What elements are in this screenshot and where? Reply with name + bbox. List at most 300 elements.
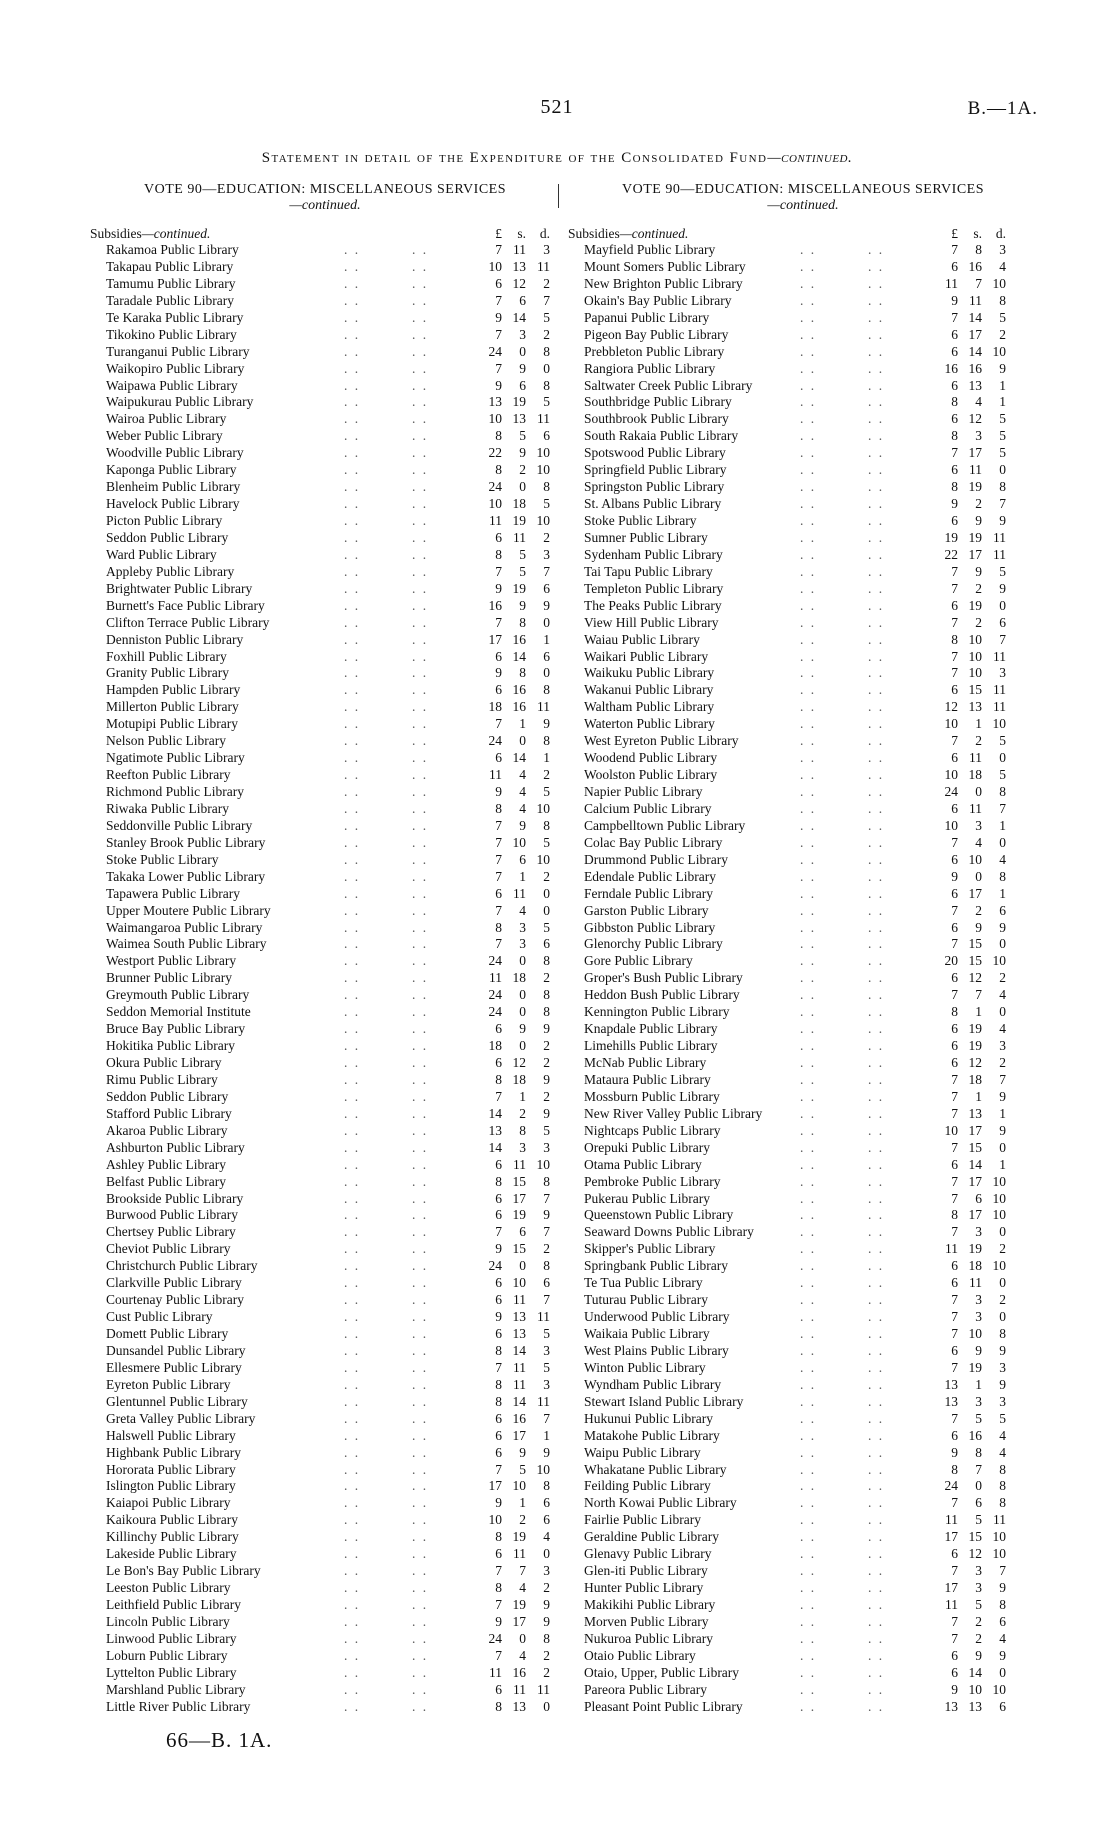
amount-pence: 0 xyxy=(999,1004,1006,1020)
library-name: North Kowai Public Library xyxy=(584,1495,737,1511)
amount-shillings: 12 xyxy=(968,970,982,986)
table-row xyxy=(90,1411,560,1428)
table-row xyxy=(568,615,1038,632)
amount-pence: 9 xyxy=(543,1613,550,1629)
amount-shillings: 0 xyxy=(975,1478,982,1494)
amount-pounds: 7 xyxy=(495,563,502,579)
amount-pounds: 7 xyxy=(951,1630,958,1646)
leader-dots: . . xyxy=(800,1512,817,1528)
table-row xyxy=(90,716,560,733)
leader-dots: . . xyxy=(800,1156,817,1172)
amount-shillings: 14 xyxy=(512,648,526,664)
library-name: South Rakaia Public Library xyxy=(584,428,739,444)
leader-dots: . . xyxy=(344,1156,361,1172)
amount-shillings: 17 xyxy=(968,1207,982,1223)
table-row xyxy=(568,378,1038,395)
amount-pence: 6 xyxy=(999,1613,1006,1629)
amount-pounds: 24 xyxy=(488,953,502,969)
amount-pounds: 7 xyxy=(951,1105,958,1121)
amount-shillings: 14 xyxy=(512,750,526,766)
leader-dots: . . xyxy=(800,1190,817,1206)
library-name: Glenorchy Public Library xyxy=(584,936,723,952)
leader-dots: . . xyxy=(344,1376,361,1392)
amount-pounds: 7 xyxy=(495,1563,502,1579)
leader-dots: . . xyxy=(800,648,817,664)
leader-dots: . . xyxy=(344,733,361,749)
leader-dots: . . xyxy=(800,529,817,545)
subsidies-label: Subsidies—continued. xyxy=(568,226,689,241)
amount-shillings: 0 xyxy=(519,1004,526,1020)
leader-dots: . . xyxy=(344,767,361,783)
library-name: Otaio Public Library xyxy=(584,1647,696,1663)
amount-shillings: 12 xyxy=(512,1055,526,1070)
amount-shillings: 8 xyxy=(975,242,982,257)
leader-dots: . . xyxy=(344,1597,361,1612)
amount-shillings: 1 xyxy=(519,1495,526,1511)
amount-pence: 5 xyxy=(999,733,1006,749)
amount-pounds: 8 xyxy=(495,1342,502,1358)
table-row xyxy=(568,1140,1038,1157)
amount-shillings: 19 xyxy=(512,1597,526,1612)
amount-pence: 0 xyxy=(999,750,1006,766)
library-name: West Plains Public Library xyxy=(584,1342,729,1358)
leader-dots: . . xyxy=(800,733,817,749)
table-row xyxy=(90,615,560,632)
leader-dots: . . xyxy=(868,1207,885,1223)
library-name: Le Bon's Bay Public Library xyxy=(106,1563,261,1579)
amount-pounds: 10 xyxy=(488,411,502,427)
amount-pence: 3 xyxy=(999,1038,1006,1054)
library-name: Takaka Lower Public Library xyxy=(106,868,266,884)
leader-dots: . . xyxy=(800,1376,817,1392)
table-row xyxy=(90,1495,560,1512)
leader-dots: . . xyxy=(344,1342,361,1358)
leader-dots: . . xyxy=(344,496,361,512)
library-name: Brightwater Public Library xyxy=(106,580,253,596)
amount-pence: 0 xyxy=(543,902,550,918)
leader-dots: . . xyxy=(868,1444,885,1460)
amount-pence: 1 xyxy=(999,885,1006,901)
amount-shillings: 15 xyxy=(968,1139,982,1155)
leader-dots: . . xyxy=(344,1563,361,1579)
leader-dots: . . xyxy=(344,885,361,901)
leader-dots: . . xyxy=(344,479,361,495)
library-name: Pareora Public Library xyxy=(584,1681,707,1697)
leader-dots: . . xyxy=(800,1021,817,1037)
amount-shillings: 15 xyxy=(968,936,982,952)
table-row xyxy=(568,242,1038,259)
amount-shillings: 13 xyxy=(512,258,526,274)
amount-pence: 9 xyxy=(543,716,550,732)
library-name: Gore Public Library xyxy=(584,953,693,969)
leader-dots: . . xyxy=(800,1071,817,1087)
library-name: Waimea South Public Library xyxy=(106,936,267,952)
leader-dots: . . xyxy=(868,1156,885,1172)
leader-dots: . . xyxy=(868,1664,885,1680)
statement-title-text: Statement in detail of the Expenditure of the Consolidated Fund xyxy=(261,150,768,166)
leader-dots: . . xyxy=(344,462,361,478)
library-name: Wairoa Public Library xyxy=(106,411,227,427)
library-name: Motupipi Public Library xyxy=(106,716,238,732)
leader-dots: . . xyxy=(800,1088,817,1104)
amount-pounds: 7 xyxy=(951,1071,958,1087)
leader-dots: . . xyxy=(412,902,429,918)
leader-dots: . . xyxy=(868,851,885,867)
table-row xyxy=(90,327,560,344)
amount-shillings: 2 xyxy=(975,580,982,596)
amount-shillings: 8 xyxy=(519,614,526,630)
amount-pounds: 6 xyxy=(951,597,958,613)
leader-dots: . . xyxy=(800,682,817,698)
amount-pence: 8 xyxy=(999,1495,1006,1511)
leader-dots: . . xyxy=(344,1410,361,1426)
amount-pounds: 8 xyxy=(951,631,958,647)
pence-header: d. xyxy=(995,226,1006,241)
leader-dots: . . xyxy=(412,784,429,799)
leader-dots: . . xyxy=(800,1224,817,1240)
amount-pounds: 8 xyxy=(951,1207,958,1223)
amount-pounds: 7 xyxy=(495,292,502,308)
leader-dots: . . xyxy=(412,682,429,698)
table-row xyxy=(568,581,1038,598)
library-name: Stafford Public Library xyxy=(106,1105,232,1121)
library-name: Belfast Public Library xyxy=(106,1173,226,1189)
leader-dots: . . xyxy=(412,1427,429,1443)
table-row xyxy=(568,361,1038,378)
library-name: Denniston Public Library xyxy=(106,631,244,647)
table-row xyxy=(568,1631,1038,1648)
amount-pence: 6 xyxy=(543,1495,550,1511)
amount-pounds: 17 xyxy=(944,1580,958,1596)
library-name: Upper Moutere Public Library xyxy=(106,902,271,918)
table-row xyxy=(568,733,1038,750)
amount-shillings: 15 xyxy=(968,1529,982,1545)
leader-dots: . . xyxy=(800,1563,817,1579)
leader-dots: . . xyxy=(412,1444,429,1460)
leader-dots: . . xyxy=(800,868,817,884)
library-name: Knapdale Public Library xyxy=(584,1021,718,1037)
amount-shillings: 9 xyxy=(975,563,982,579)
amount-pounds: 20 xyxy=(944,953,958,969)
library-name: Tikokino Public Library xyxy=(106,326,237,342)
leader-dots: . . xyxy=(344,411,361,427)
library-name: Taradale Public Library xyxy=(106,292,234,308)
library-name: Marshland Public Library xyxy=(106,1681,246,1697)
amount-pence: 5 xyxy=(543,309,550,325)
table-row xyxy=(90,598,560,615)
leader-dots: . . xyxy=(868,1122,885,1138)
library-name: Nelson Public Library xyxy=(106,733,226,749)
leader-dots: . . xyxy=(800,953,817,969)
amount-shillings: 18 xyxy=(512,1071,526,1087)
library-name: Pukerau Public Library xyxy=(584,1190,710,1206)
amount-shillings: 2 xyxy=(975,902,982,918)
leader-dots: . . xyxy=(344,1529,361,1545)
amount-pence: 7 xyxy=(999,1071,1006,1087)
leader-dots: . . xyxy=(868,987,885,1003)
table-row xyxy=(568,699,1038,716)
leader-dots: . . xyxy=(344,868,361,884)
amount-shillings: 6 xyxy=(975,1495,982,1511)
amount-pence: 5 xyxy=(543,1359,550,1375)
amount-pence: 4 xyxy=(999,1630,1006,1646)
leader-dots: . . xyxy=(412,716,429,732)
leader-dots: . . xyxy=(800,1478,817,1494)
leader-dots: . . xyxy=(868,1004,885,1020)
amount-shillings: 4 xyxy=(519,902,526,918)
shillings-header: s. xyxy=(973,226,982,241)
table-row xyxy=(568,276,1038,293)
leader-dots: . . xyxy=(800,1258,817,1274)
amount-pence: 6 xyxy=(543,1512,550,1528)
library-name: Heddon Bush Public Library xyxy=(584,987,740,1003)
leader-dots: . . xyxy=(344,360,361,376)
leader-dots: . . xyxy=(412,631,429,647)
library-name: Skipper's Public Library xyxy=(584,1241,716,1257)
library-name: Mossburn Public Library xyxy=(584,1088,720,1104)
amount-pence: 10 xyxy=(536,462,550,478)
library-name: Seddon Memorial Institute xyxy=(106,1004,251,1020)
library-name: Greymouth Public Library xyxy=(106,987,250,1003)
amount-pence: 8 xyxy=(543,953,550,969)
leader-dots: . . xyxy=(868,360,885,376)
amount-pence: 5 xyxy=(999,309,1006,325)
amount-pounds: 7 xyxy=(951,1173,958,1189)
amount-pounds: 6 xyxy=(495,1326,502,1341)
table-row xyxy=(90,310,560,327)
amount-pence: 0 xyxy=(999,936,1006,952)
amount-pounds: 6 xyxy=(495,1055,502,1070)
leader-dots: . . xyxy=(868,343,885,359)
table-row xyxy=(90,1546,560,1563)
amount-pounds: 9 xyxy=(951,292,958,308)
amount-pounds: 8 xyxy=(495,1529,502,1545)
leader-dots: . . xyxy=(412,258,429,274)
amount-pence: 8 xyxy=(543,1004,550,1020)
leader-dots: . . xyxy=(344,699,361,715)
library-name: Makikihi Public Library xyxy=(584,1597,716,1612)
leader-dots: . . xyxy=(344,1698,361,1714)
library-name: Whakatane Public Library xyxy=(584,1461,727,1477)
amount-pence: 2 xyxy=(543,1055,550,1070)
amount-pence: 8 xyxy=(543,1258,550,1274)
amount-pounds: 22 xyxy=(488,445,502,461)
leader-dots: . . xyxy=(344,1275,361,1291)
amount-pounds: 7 xyxy=(951,1359,958,1375)
amount-pounds: 8 xyxy=(951,479,958,495)
table-row xyxy=(90,1614,560,1631)
amount-shillings: 2 xyxy=(975,614,982,630)
library-name: Seddon Public Library xyxy=(106,1088,229,1104)
amount-pence: 9 xyxy=(999,1376,1006,1392)
leader-dots: . . xyxy=(800,445,817,461)
leader-dots: . . xyxy=(800,377,817,393)
leader-dots: . . xyxy=(800,1292,817,1308)
leader-dots: . . xyxy=(344,1546,361,1562)
amount-pounds: 9 xyxy=(495,580,502,596)
table-row xyxy=(90,1021,560,1038)
leader-dots: . . xyxy=(344,1088,361,1104)
leader-dots: . . xyxy=(800,987,817,1003)
leader-dots: . . xyxy=(800,1410,817,1426)
leader-dots: . . xyxy=(800,1055,817,1070)
amount-shillings: 19 xyxy=(968,1021,982,1037)
table-row xyxy=(568,1275,1038,1292)
leader-dots: . . xyxy=(344,1512,361,1528)
leader-dots: . . xyxy=(868,326,885,342)
amount-pence: 3 xyxy=(999,242,1006,257)
table-row xyxy=(90,852,560,869)
amount-pence: 0 xyxy=(543,665,550,681)
table-row xyxy=(90,428,560,445)
amount-shillings: 11 xyxy=(513,1359,526,1375)
table-row xyxy=(568,1529,1038,1546)
library-name: Courtenay Public Library xyxy=(106,1292,244,1308)
leader-dots: . . xyxy=(412,529,429,545)
amount-shillings: 4 xyxy=(975,834,982,850)
leader-dots: . . xyxy=(868,479,885,495)
leader-dots: . . xyxy=(868,1275,885,1291)
amount-pounds: 7 xyxy=(951,1292,958,1308)
amount-pence: 9 xyxy=(999,1342,1006,1358)
amount-pence: 10 xyxy=(536,513,550,528)
right-rows xyxy=(568,242,1038,1716)
table-row xyxy=(568,1207,1038,1224)
library-name: Te Tua Public Library xyxy=(584,1275,703,1291)
amount-shillings: 13 xyxy=(512,1698,526,1714)
amount-shillings: 19 xyxy=(968,1038,982,1054)
leader-dots: . . xyxy=(800,309,817,325)
leader-dots: . . xyxy=(868,445,885,461)
library-name: Leithfield Public Library xyxy=(106,1597,241,1612)
library-name: Feilding Public Library xyxy=(584,1478,711,1494)
amount-pounds: 7 xyxy=(495,1359,502,1375)
amount-pence: 2 xyxy=(999,970,1006,986)
amount-pence: 1 xyxy=(999,1105,1006,1121)
amount-pounds: 6 xyxy=(495,648,502,664)
table-row xyxy=(568,530,1038,547)
table-row xyxy=(90,378,560,395)
amount-pounds: 7 xyxy=(951,1139,958,1155)
library-name: Hokitika Public Library xyxy=(106,1038,235,1054)
amount-shillings: 16 xyxy=(968,360,982,376)
leader-dots: . . xyxy=(412,462,429,478)
library-name: Cust Public Library xyxy=(106,1309,213,1325)
amount-shillings: 5 xyxy=(975,1410,982,1426)
amount-shillings: 14 xyxy=(968,1156,982,1172)
amount-shillings: 19 xyxy=(512,394,526,410)
table-row xyxy=(90,1275,560,1292)
library-name: New River Valley Public Library xyxy=(584,1105,763,1121)
amount-pounds: 6 xyxy=(495,1546,502,1562)
table-row xyxy=(90,581,560,598)
amount-pence: 8 xyxy=(543,1173,550,1189)
leader-dots: . . xyxy=(868,1427,885,1443)
table-row xyxy=(90,1292,560,1309)
amount-shillings: 6 xyxy=(519,851,526,867)
amount-shillings: 0 xyxy=(519,479,526,495)
amount-pence: 0 xyxy=(999,462,1006,478)
amount-pounds: 6 xyxy=(495,1190,502,1206)
leader-dots: . . xyxy=(800,1681,817,1697)
amount-pence: 4 xyxy=(999,1444,1006,1460)
library-name: Springfield Public Library xyxy=(584,462,727,478)
amount-pounds: 14 xyxy=(488,1105,502,1121)
amount-shillings: 11 xyxy=(969,462,982,478)
amount-pounds: 6 xyxy=(951,258,958,274)
leader-dots: . . xyxy=(800,1461,817,1477)
amount-shillings: 3 xyxy=(519,919,526,935)
amount-pence: 5 xyxy=(999,428,1006,444)
leader-dots: . . xyxy=(868,292,885,308)
leader-dots: . . xyxy=(868,682,885,698)
amount-pounds: 9 xyxy=(495,377,502,393)
amount-pounds: 6 xyxy=(951,343,958,359)
amount-shillings: 19 xyxy=(968,1241,982,1257)
library-name: Hororata Public Library xyxy=(106,1461,236,1477)
amount-pence: 0 xyxy=(999,1139,1006,1155)
amount-pounds: 7 xyxy=(495,1224,502,1240)
library-name: Southbridge Public Library xyxy=(584,394,732,410)
amount-pounds: 24 xyxy=(944,1478,958,1494)
amount-shillings: 13 xyxy=(968,699,982,715)
amount-pence: 7 xyxy=(543,1190,550,1206)
amount-pounds: 6 xyxy=(495,1275,502,1291)
amount-pence: 8 xyxy=(543,479,550,495)
library-name: Tuturau Public Library xyxy=(584,1292,708,1308)
leader-dots: . . xyxy=(344,1105,361,1121)
amount-shillings: 16 xyxy=(512,682,526,698)
amount-shillings: 18 xyxy=(968,1258,982,1274)
amount-pounds: 7 xyxy=(951,580,958,596)
leader-dots: . . xyxy=(868,1376,885,1392)
amount-pounds: 6 xyxy=(951,462,958,478)
leader-dots: . . xyxy=(868,411,885,427)
leader-dots: . . xyxy=(868,1461,885,1477)
amount-pence: 8 xyxy=(543,987,550,1003)
table-row xyxy=(568,1360,1038,1377)
library-name: Islington Public Library xyxy=(106,1478,236,1494)
table-row xyxy=(90,1631,560,1648)
leader-dots: . . xyxy=(868,1258,885,1274)
amount-pence: 11 xyxy=(993,546,1006,562)
library-name: Waimangaroa Public Library xyxy=(106,919,263,935)
table-row xyxy=(90,835,560,852)
amount-pence: 4 xyxy=(999,851,1006,867)
leader-dots: . . xyxy=(344,326,361,342)
leader-dots: . . xyxy=(344,1055,361,1070)
table-row xyxy=(568,886,1038,903)
leader-dots: . . xyxy=(868,1241,885,1257)
table-row xyxy=(568,564,1038,581)
library-name: Little River Public Library xyxy=(106,1698,251,1714)
library-name: Bruce Bay Public Library xyxy=(106,1021,246,1037)
amount-shillings: 10 xyxy=(968,648,982,664)
amount-shillings: 9 xyxy=(519,1444,526,1460)
amount-shillings: 6 xyxy=(519,1224,526,1240)
amount-pounds: 7 xyxy=(951,1326,958,1341)
leader-dots: . . xyxy=(344,597,361,613)
amount-pence: 10 xyxy=(992,1190,1006,1206)
leader-dots: . . xyxy=(344,1444,361,1460)
amount-shillings: 19 xyxy=(968,529,982,545)
library-name: Sumner Public Library xyxy=(584,529,708,545)
leader-dots: . . xyxy=(412,1546,429,1562)
amount-shillings: 4 xyxy=(519,784,526,799)
table-row xyxy=(568,1665,1038,1682)
library-name: Clarkville Public Library xyxy=(106,1275,242,1291)
library-name: Turanganui Public Library xyxy=(106,343,250,359)
